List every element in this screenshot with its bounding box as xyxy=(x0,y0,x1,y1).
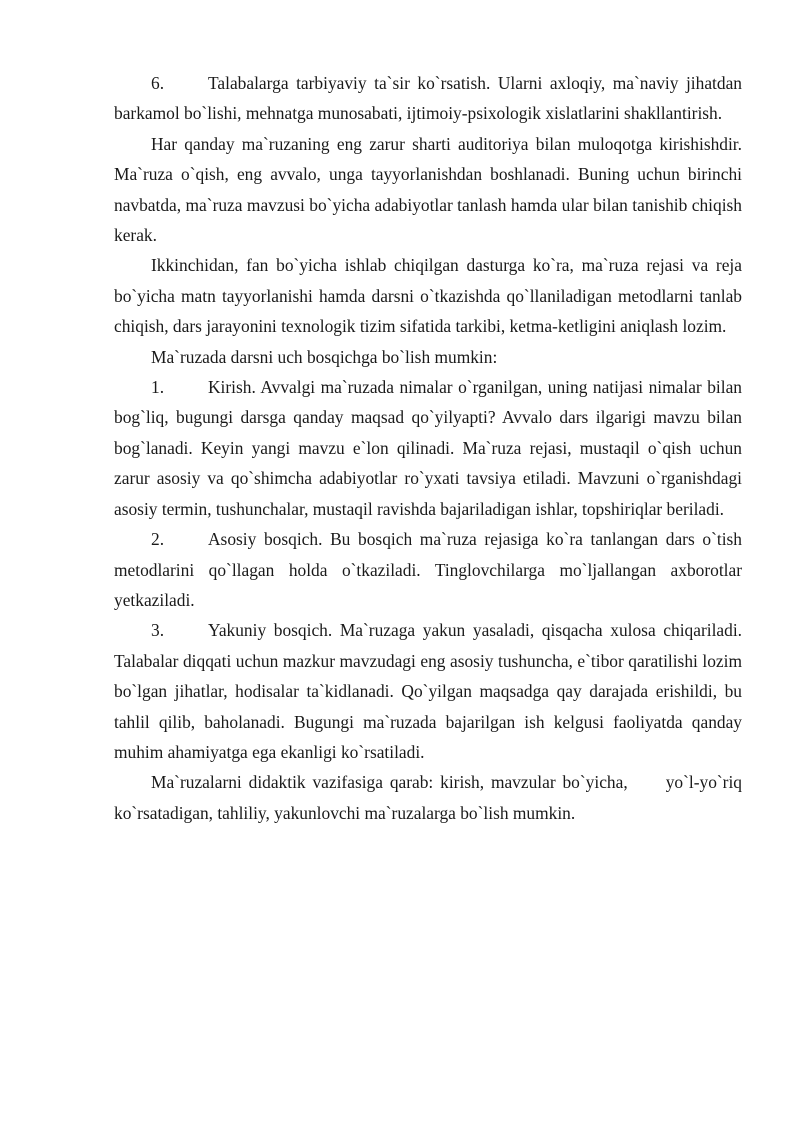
document-body xyxy=(114,68,742,828)
paragraph-didactic xyxy=(114,767,742,828)
paragraph-text: Asosiy bosqich. Bu bosqich ma`ruza rejasiga ko`ra tanlangan dars o`tish metodlarini qo`llagan holda o`tkaziladi. Tinglovchilarga mo`ljallangan axborotlar yetkaziladi. xyxy=(114,529,742,610)
paragraph-text: Talabalarga tarbiyaviy ta`sir ko`rsatish. Ularni axloqiy, ma`naviy jihatdan barkamol bo`lishi, mehnatga munosabati, ijtimoiy-psixologik xislatlarini shakllantirish. xyxy=(114,73,742,124)
paragraph-text: Ma`ruzada darsni uch bosqichga bo`lish mumkin: xyxy=(151,346,498,367)
list-number: 3. xyxy=(151,620,165,641)
paragraph-item-3 xyxy=(114,615,742,767)
paragraph-text-after-gap: yo`l-yo`riq ko`rsatadigan, tahliliy, yakunlovchi ma`ruzalarga bo`lish mumkin. xyxy=(114,772,742,823)
paragraph-text: Ikkinchidan, fan bo`yicha ishlab chiqilgan dasturga ko`ra, ma`ruza rejasi va reja bo`yicha matn tayyorlanishi hamda darsni o`tkazishda qo`llaniladigan metodlarni tanlab chiqish, dars jarayonini texnologik tizim sifatida tarkibi, ketma-ketligini aniqlash lozim. xyxy=(114,255,742,337)
paragraph-secondly xyxy=(114,250,742,341)
list-number: 1. xyxy=(151,377,165,398)
paragraph-text-before-gap: Ma`ruzalarni didaktik vazifasiga qarab: kirish, mavzular bo`yicha, xyxy=(151,772,628,793)
paragraph-item-2 xyxy=(114,524,742,615)
paragraph-text: Kirish. Avvalgi ma`ruzada nimalar o`rganilgan, uning natijasi nimalar bilan bog`liq, bugungi darsga qanday maqsad qo`yilyapti? Avvalo dars ilgarigi mavzu bilan bog`lanadi. Keyin yangi mavzu e`lon qilinadi. Ma`ruza rejasi, mustaqil o`qish uchun zarur asosiy va qo`shimcha adabiyotlar ro`yxati tavsiya etiladi. Mavzuni o`rganishdagi asosiy termin, tushunchalar, mustaqil ravishda bajariladigan ishlar, topshiriqlar beriladi. xyxy=(114,377,742,519)
paragraph-text: Har qanday ma`ruzaning eng zarur sharti auditoriya bilan muloqotga kirishishdir. Ma`ruza o`qish, eng avvalo, unga tayyorlanishdan boshlanadi. Buning uchun birinchi navbatda, ma`ruza mavzusi bo`yicha adabiyotlar tanlash hamda ular bilan tanishib chiqish kerak. xyxy=(114,133,742,246)
paragraph-three-stages xyxy=(114,342,742,372)
paragraph-text: Yakuniy bosqich. Ma`ruzaga yakun yasaladi, qisqacha xulosa chiqariladi. Talabalar diqqati uchun mazkur mavzudagi eng asosiy tushuncha, e`tibor qaratilishi lozim bo`lgan jihatlar, hodisalar ta`kidlanadi. Qo`yilgan maqsadga qay darajada erishildi, bu tahlil qilib, baholanadi. Bugungi ma`ruzada bajarilgan ish kelgusi faoliyatda qanday muhim ahamiyatga ega ekanligi ko`rsatiladi. xyxy=(114,620,742,762)
paragraph-item-1 xyxy=(114,372,742,524)
paragraph-item-6 xyxy=(114,68,742,129)
paragraph-lecture-requirement xyxy=(114,129,742,251)
list-number: 2. xyxy=(151,529,165,550)
list-number: 6. xyxy=(151,73,165,93)
